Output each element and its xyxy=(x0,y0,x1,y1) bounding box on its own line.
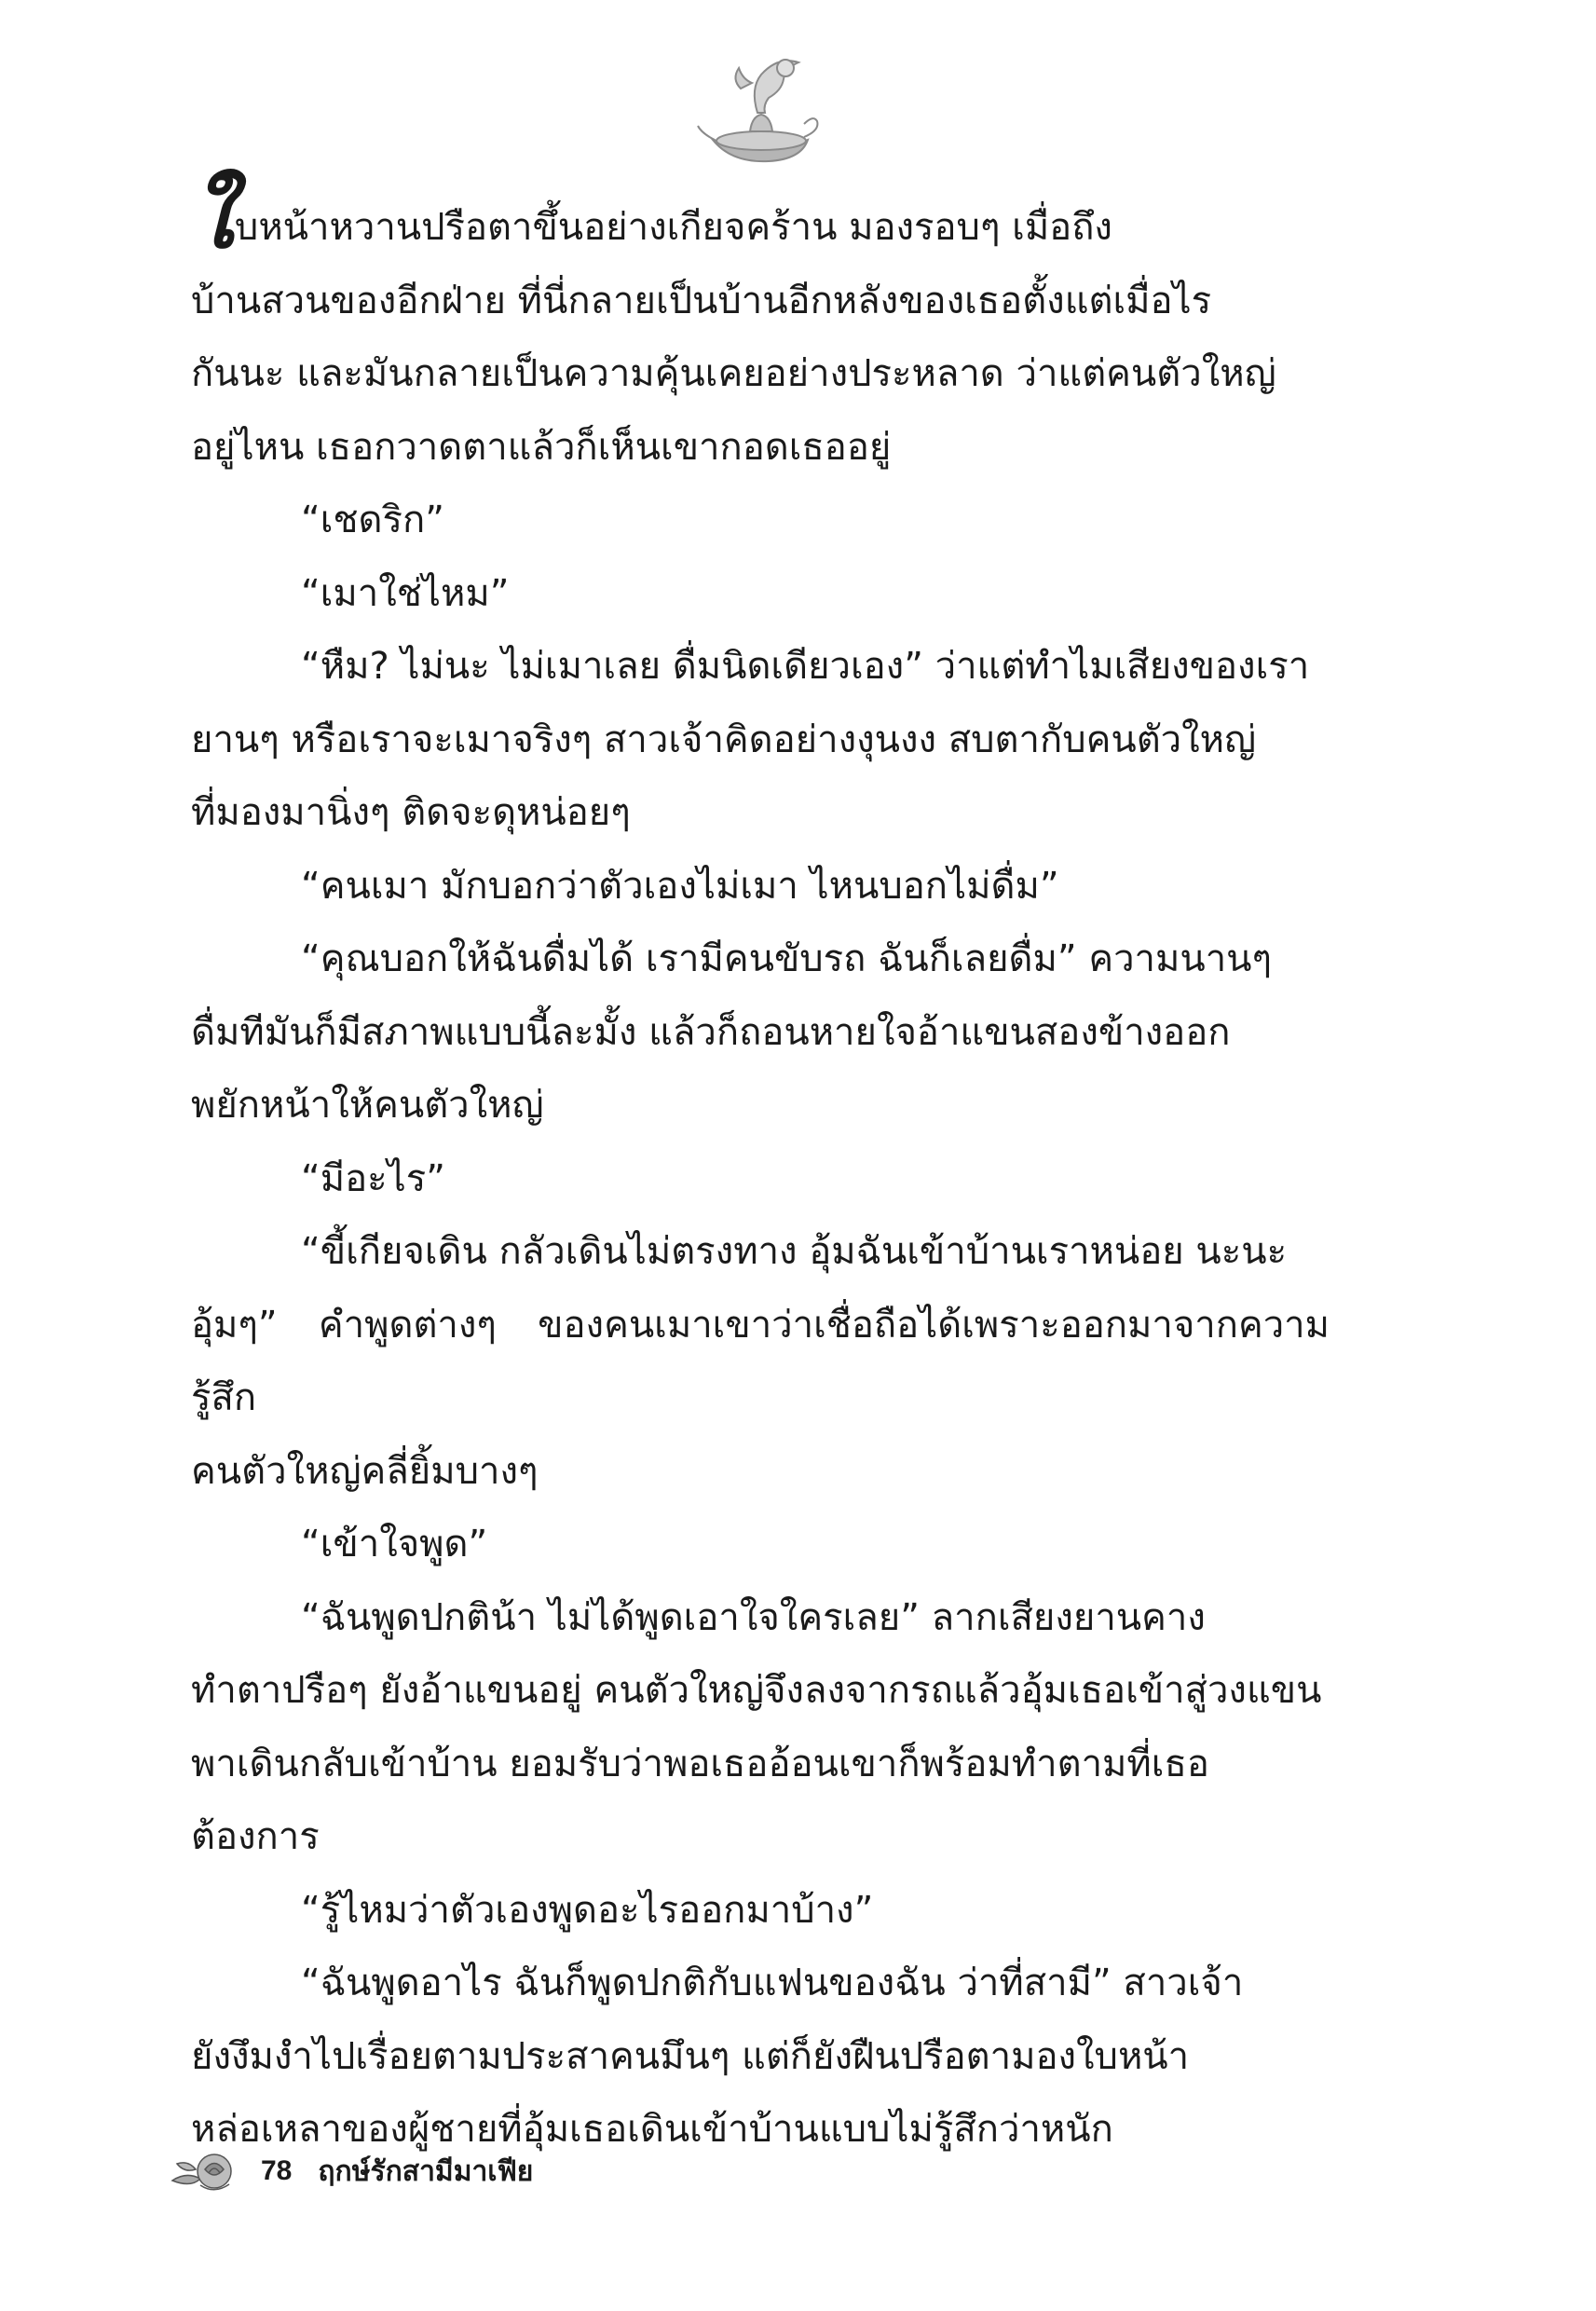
text-line: ต้องการ xyxy=(191,1815,320,1858)
rose-icon xyxy=(168,2143,242,2199)
story-body xyxy=(191,167,1330,2167)
paragraph xyxy=(191,850,1330,923)
text-line: “เข้าใจพูด” xyxy=(301,1523,488,1566)
text-line: “คนเมา มักบอกว่าตัวเองไม่เมา ไหนบอกไม่ดื่ม” xyxy=(301,864,1059,908)
paragraph xyxy=(191,1508,1330,1581)
text-line: พาเดินกลับเข้าบ้าน ยอมรับว่าพอเธออ้อนเขาก็พร้อมทำตามที่เธอ xyxy=(191,1742,1209,1785)
text-line: “มีอะไร” xyxy=(301,1156,445,1200)
text-line: “หืม? ไม่นะ ไม่เมาเลย ดื่มนิดเดียวเอง” ว่าแต่ทำไมเสียงของเรา xyxy=(301,645,1310,688)
paragraph xyxy=(191,557,1330,631)
text-line: หล่อเหลาของผู้ชายที่อุ้มเธอเดินเข้าบ้านแบบไม่รู้สึกว่าหนัก xyxy=(191,2108,1113,2151)
text-line: พยักหน้าให้คนตัวใหญ่ xyxy=(191,1084,544,1127)
book-title: ฤกษ์รักสามีมาเฟีย xyxy=(318,2154,534,2188)
text-line: “ฉันพูดอาไร ฉันก็พูดปกติกับแฟนของฉัน ว่าที่สามี” สาวเจ้า xyxy=(301,1962,1244,2004)
paragraph xyxy=(191,1947,1330,2167)
paragraph xyxy=(191,1581,1330,1874)
text-line: “ฉันพูดปกติน้า ไม่ได้พูดเอาใจใครเลย” ลากเสียงยานคาง xyxy=(301,1595,1206,1639)
page-number: 78 xyxy=(261,2155,293,2186)
text-line: ยังงึมงำไปเรื่อยตามประสาคนมึนๆ แต่ก็ยังฝืนปรือตามองใบหน้า xyxy=(191,2034,1190,2078)
paragraph xyxy=(191,1142,1330,1216)
genie-lamp-icon xyxy=(694,51,825,172)
text-line: “เมาใช่ไหม” xyxy=(301,571,510,615)
text-line: อุ้มๆ” คำพูดต่างๆ ของคนเมาเขาว่าเชื่อถือได้เพราะออกมาจากความรู้สึก xyxy=(191,1303,1330,1419)
text-line: บหน้าหวานปรือตาขึ้นอย่างเกียจคร้าน มองรอบๆ เมื่อถึง xyxy=(234,206,1112,249)
text-line: ที่มองมานิ่งๆ ติดจะดุหน่อยๆ xyxy=(191,791,631,834)
text-line: “รู้ไหมว่าตัวเองพูดอะไรออกมาบ้าง” xyxy=(301,1888,874,1932)
paragraph xyxy=(191,484,1330,557)
paragraph xyxy=(191,630,1330,850)
text-line: กันนะ และมันกลายเป็นความคุ้นเคยอย่างประหลาด ว่าแต่คนตัวใหญ่ xyxy=(191,352,1276,395)
text-line: บ้านสวนของอีกฝ่าย ที่นี่กลายเป็นบ้านอีกหลังของเธอตั้งแต่เมื่อไร xyxy=(191,279,1212,322)
paragraph xyxy=(191,1215,1330,1508)
text-line: อยู่ไหน เธอกวาดตาแล้วก็เห็นเขากอดเธออยู่ xyxy=(191,425,892,469)
text-line: ทำตาปรือๆ ยังอ้าแขนอยู่ คนตัวใหญ่จึงลงจากรถแล้วอุ้มเธอเข้าสู่วงแขน xyxy=(191,1669,1322,1712)
paragraph xyxy=(191,1874,1330,1948)
page-footer xyxy=(168,2143,820,2199)
paragraph xyxy=(191,167,1330,484)
text-line: “คุณบอกให้ฉันดื่มได้ เรามีคนขับรถ ฉันก็เลยดื่ม” ความนานๆ xyxy=(301,937,1272,980)
text-line: “เชดริก” xyxy=(301,499,444,541)
text-line: “ขี้เกียจเดิน กลัวเดินไม่ตรงทาง อุ้มฉันเข้าบ้านเราหน่อย นะนะ xyxy=(301,1230,1288,1273)
text-line: ดื่มทีมันก็มีสภาพแบบนี้ละมั้ง แล้วก็ถอนหายใจอ้าแขนสองข้างออก xyxy=(191,1010,1231,1054)
drop-cap: ใ xyxy=(191,167,233,267)
text-line: คนตัวใหญ่คลี่ยิ้มบางๆ xyxy=(191,1449,539,1493)
paragraph xyxy=(191,923,1330,1142)
text-line: ยานๆ หรือเราจะเมาจริงๆ สาวเจ้าคิดอย่างงุนงง สบตากับคนตัวใหญ่ xyxy=(191,718,1257,761)
